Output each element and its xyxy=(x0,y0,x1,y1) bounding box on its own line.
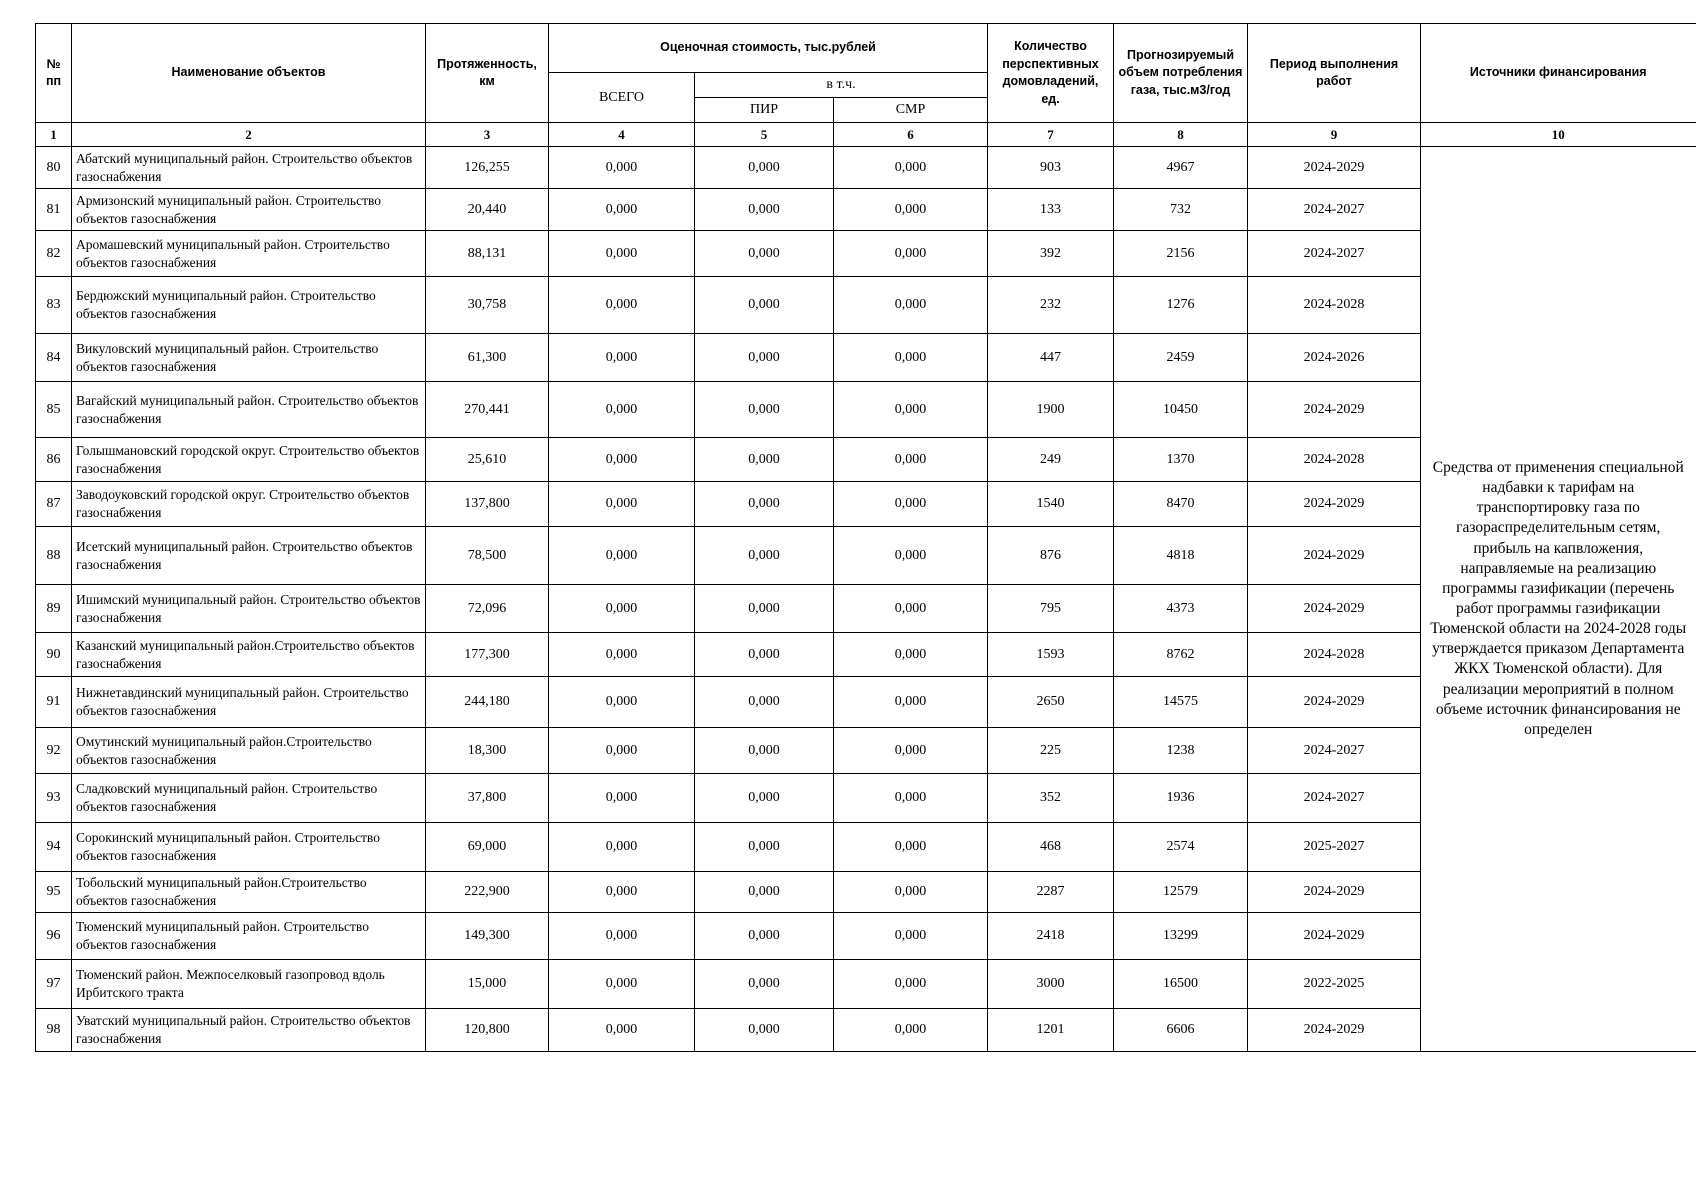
cost-smr: 0,000 xyxy=(834,677,988,728)
households-count: 468 xyxy=(988,823,1114,872)
cost-pir: 0,000 xyxy=(695,960,834,1009)
gas-volume: 4818 xyxy=(1114,527,1248,585)
cost-pir: 0,000 xyxy=(695,482,834,527)
length-km: 126,255 xyxy=(426,147,549,189)
length-km: 177,300 xyxy=(426,633,549,677)
header-name: Наименование объектов xyxy=(72,24,426,123)
length-km: 61,300 xyxy=(426,334,549,382)
cost-pir: 0,000 xyxy=(695,277,834,334)
cost-total: 0,000 xyxy=(549,438,695,482)
cost-total: 0,000 xyxy=(549,728,695,774)
work-period: 2024-2027 xyxy=(1248,728,1421,774)
row-number: 82 xyxy=(36,231,72,277)
cost-smr: 0,000 xyxy=(834,438,988,482)
length-km: 222,900 xyxy=(426,872,549,913)
object-name: Армизонский муниципальный район. Строительство объектов газоснабжения xyxy=(72,189,426,231)
work-period: 2024-2029 xyxy=(1248,585,1421,633)
row-number: 97 xyxy=(36,960,72,1009)
cost-total: 0,000 xyxy=(549,382,695,438)
length-km: 30,758 xyxy=(426,277,549,334)
gas-volume: 1936 xyxy=(1114,774,1248,823)
work-period: 2024-2027 xyxy=(1248,774,1421,823)
gas-volume: 2459 xyxy=(1114,334,1248,382)
header-num: № пп xyxy=(36,24,72,123)
object-name: Сладковский муниципальный район. Строительство объектов газоснабжения xyxy=(72,774,426,823)
cost-total: 0,000 xyxy=(549,231,695,277)
cost-total: 0,000 xyxy=(549,277,695,334)
column-number: 10 xyxy=(1421,123,1696,147)
gas-volume: 13299 xyxy=(1114,913,1248,960)
header-households: Количество перспективных домовладений, ед. xyxy=(988,24,1114,123)
header-period: Период выполнения работ xyxy=(1248,24,1421,123)
households-count: 2287 xyxy=(988,872,1114,913)
length-km: 72,096 xyxy=(426,585,549,633)
cost-pir: 0,000 xyxy=(695,1009,834,1052)
cost-smr: 0,000 xyxy=(834,633,988,677)
row-number: 91 xyxy=(36,677,72,728)
cost-pir: 0,000 xyxy=(695,527,834,585)
row-number: 88 xyxy=(36,527,72,585)
length-km: 137,800 xyxy=(426,482,549,527)
cost-smr: 0,000 xyxy=(834,334,988,382)
object-name: Сорокинский муниципальный район. Строительство объектов газоснабжения xyxy=(72,823,426,872)
cost-total: 0,000 xyxy=(549,872,695,913)
length-km: 149,300 xyxy=(426,913,549,960)
households-count: 1593 xyxy=(988,633,1114,677)
length-km: 18,300 xyxy=(426,728,549,774)
work-period: 2024-2027 xyxy=(1248,231,1421,277)
column-number: 6 xyxy=(834,123,988,147)
households-count: 249 xyxy=(988,438,1114,482)
length-km: 270,441 xyxy=(426,382,549,438)
work-period: 2024-2028 xyxy=(1248,277,1421,334)
cost-total: 0,000 xyxy=(549,960,695,1009)
object-name: Голышмановский городской округ. Строительство объектов газоснабжения xyxy=(72,438,426,482)
object-name: Тюменский район. Межпоселковый газопровод вдоль Ирбитского тракта xyxy=(72,960,426,1009)
households-count: 447 xyxy=(988,334,1114,382)
gas-volume: 732 xyxy=(1114,189,1248,231)
gasification-table xyxy=(35,23,1696,1052)
gas-volume: 12579 xyxy=(1114,872,1248,913)
cost-smr: 0,000 xyxy=(834,872,988,913)
row-number: 80 xyxy=(36,147,72,189)
row-number: 94 xyxy=(36,823,72,872)
cost-pir: 0,000 xyxy=(695,913,834,960)
cost-total: 0,000 xyxy=(549,913,695,960)
work-period: 2024-2027 xyxy=(1248,189,1421,231)
households-count: 232 xyxy=(988,277,1114,334)
households-count: 903 xyxy=(988,147,1114,189)
cost-total: 0,000 xyxy=(549,334,695,382)
gas-volume: 6606 xyxy=(1114,1009,1248,1052)
object-name: Нижнетавдинский муниципальный район. Строительство объектов газоснабжения xyxy=(72,677,426,728)
cost-total: 0,000 xyxy=(549,633,695,677)
financing-source-note: Средства от применения специальной надбавки к тарифам на транспортировку газа по газораспределительным сетям, прибыль на капвложения, направляемые на реализацию программы газификации (перечень работ программы газификации Тюменской области на 2024-2028 годы утверждается приказом Департамента ЖКХ Тюменской области). Для реализации мероприятий в полном объеме источник финансирования не определен xyxy=(1421,147,1696,1052)
gas-volume: 10450 xyxy=(1114,382,1248,438)
cost-total: 0,000 xyxy=(549,677,695,728)
cost-pir: 0,000 xyxy=(695,728,834,774)
header-gas: Прогнозируемый объем потребления газа, тыс.м3/год xyxy=(1114,24,1248,123)
cost-pir: 0,000 xyxy=(695,382,834,438)
object-name: Заводоуковский городской округ. Строительство объектов газоснабжения xyxy=(72,482,426,527)
households-count: 1540 xyxy=(988,482,1114,527)
cost-smr: 0,000 xyxy=(834,1009,988,1052)
row-number: 86 xyxy=(36,438,72,482)
gas-volume: 4967 xyxy=(1114,147,1248,189)
households-count: 133 xyxy=(988,189,1114,231)
households-count: 1900 xyxy=(988,382,1114,438)
object-name: Ишимский муниципальный район. Строительство объектов газоснабжения xyxy=(72,585,426,633)
households-count: 392 xyxy=(988,231,1114,277)
header-cost: Оценочная стоимость, тыс.рублей xyxy=(549,24,988,73)
gas-volume: 14575 xyxy=(1114,677,1248,728)
row-number: 92 xyxy=(36,728,72,774)
object-name: Аромашевский муниципальный район. Строительство объектов газоснабжения xyxy=(72,231,426,277)
work-period: 2024-2029 xyxy=(1248,913,1421,960)
column-number: 3 xyxy=(426,123,549,147)
column-number: 7 xyxy=(988,123,1114,147)
cost-smr: 0,000 xyxy=(834,527,988,585)
header-incl: в т.ч. xyxy=(695,73,988,98)
header-smr: СМР xyxy=(834,98,988,123)
length-km: 78,500 xyxy=(426,527,549,585)
column-number: 8 xyxy=(1114,123,1248,147)
length-km: 244,180 xyxy=(426,677,549,728)
cost-smr: 0,000 xyxy=(834,728,988,774)
row-number: 98 xyxy=(36,1009,72,1052)
column-numbers-row xyxy=(36,123,1696,147)
work-period: 2025-2027 xyxy=(1248,823,1421,872)
work-period: 2024-2029 xyxy=(1248,482,1421,527)
cost-smr: 0,000 xyxy=(834,231,988,277)
row-number: 96 xyxy=(36,913,72,960)
cost-pir: 0,000 xyxy=(695,633,834,677)
row-number: 90 xyxy=(36,633,72,677)
cost-total: 0,000 xyxy=(549,527,695,585)
gas-volume: 1276 xyxy=(1114,277,1248,334)
gas-volume: 16500 xyxy=(1114,960,1248,1009)
households-count: 795 xyxy=(988,585,1114,633)
work-period: 2024-2029 xyxy=(1248,677,1421,728)
object-name: Викуловский муниципальный район. Строительство объектов газоснабжения xyxy=(72,334,426,382)
length-km: 37,800 xyxy=(426,774,549,823)
work-period: 2024-2029 xyxy=(1248,147,1421,189)
work-period: 2024-2028 xyxy=(1248,633,1421,677)
households-count: 352 xyxy=(988,774,1114,823)
length-km: 15,000 xyxy=(426,960,549,1009)
cost-pir: 0,000 xyxy=(695,189,834,231)
column-number: 1 xyxy=(36,123,72,147)
cost-pir: 0,000 xyxy=(695,438,834,482)
work-period: 2024-2029 xyxy=(1248,527,1421,585)
work-period: 2024-2029 xyxy=(1248,1009,1421,1052)
gas-volume: 2574 xyxy=(1114,823,1248,872)
cost-total: 0,000 xyxy=(549,1009,695,1052)
header-total: ВСЕГО xyxy=(549,73,695,123)
gas-volume: 4373 xyxy=(1114,585,1248,633)
work-period: 2024-2028 xyxy=(1248,438,1421,482)
object-name: Вагайский муниципальный район. Строительство объектов газоснабжения xyxy=(72,382,426,438)
gas-volume: 1370 xyxy=(1114,438,1248,482)
header-length: Протяженность, км xyxy=(426,24,549,123)
cost-smr: 0,000 xyxy=(834,585,988,633)
cost-smr: 0,000 xyxy=(834,960,988,1009)
length-km: 25,610 xyxy=(426,438,549,482)
work-period: 2024-2029 xyxy=(1248,382,1421,438)
column-number: 4 xyxy=(549,123,695,147)
row-number: 81 xyxy=(36,189,72,231)
cost-total: 0,000 xyxy=(549,585,695,633)
object-name: Тюменский муниципальный район. Строительство объектов газоснабжения xyxy=(72,913,426,960)
header-pir: ПИР xyxy=(695,98,834,123)
cost-smr: 0,000 xyxy=(834,823,988,872)
gas-volume: 2156 xyxy=(1114,231,1248,277)
work-period: 2022-2025 xyxy=(1248,960,1421,1009)
cost-pir: 0,000 xyxy=(695,585,834,633)
row-number: 83 xyxy=(36,277,72,334)
object-name: Исетский муниципальный район. Строительство объектов газоснабжения xyxy=(72,527,426,585)
row-number: 95 xyxy=(36,872,72,913)
object-name: Абатский муниципальный район. Строительство объектов газоснабжения xyxy=(72,147,426,189)
cost-total: 0,000 xyxy=(549,189,695,231)
cost-total: 0,000 xyxy=(549,147,695,189)
cost-smr: 0,000 xyxy=(834,774,988,823)
cost-pir: 0,000 xyxy=(695,147,834,189)
cost-total: 0,000 xyxy=(549,823,695,872)
length-km: 20,440 xyxy=(426,189,549,231)
cost-pir: 0,000 xyxy=(695,872,834,913)
length-km: 120,800 xyxy=(426,1009,549,1052)
cost-smr: 0,000 xyxy=(834,913,988,960)
object-name: Уватский муниципальный район. Строительство объектов газоснабжения xyxy=(72,1009,426,1052)
households-count: 1201 xyxy=(988,1009,1114,1052)
row-number: 84 xyxy=(36,334,72,382)
length-km: 88,131 xyxy=(426,231,549,277)
cost-pir: 0,000 xyxy=(695,774,834,823)
cost-pir: 0,000 xyxy=(695,823,834,872)
column-number: 2 xyxy=(72,123,426,147)
column-number: 9 xyxy=(1248,123,1421,147)
row-number: 89 xyxy=(36,585,72,633)
cost-smr: 0,000 xyxy=(834,382,988,438)
cost-pir: 0,000 xyxy=(695,334,834,382)
gas-volume: 8762 xyxy=(1114,633,1248,677)
cost-smr: 0,000 xyxy=(834,147,988,189)
households-count: 876 xyxy=(988,527,1114,585)
cost-total: 0,000 xyxy=(549,774,695,823)
row-number: 93 xyxy=(36,774,72,823)
work-period: 2024-2029 xyxy=(1248,872,1421,913)
households-count: 3000 xyxy=(988,960,1114,1009)
cost-smr: 0,000 xyxy=(834,277,988,334)
table-row xyxy=(36,147,1696,189)
cost-pir: 0,000 xyxy=(695,231,834,277)
length-km: 69,000 xyxy=(426,823,549,872)
object-name: Бердюжский муниципальный район. Строительство объектов газоснабжения xyxy=(72,277,426,334)
cost-total: 0,000 xyxy=(549,482,695,527)
cost-smr: 0,000 xyxy=(834,482,988,527)
gas-volume: 8470 xyxy=(1114,482,1248,527)
gas-volume: 1238 xyxy=(1114,728,1248,774)
work-period: 2024-2026 xyxy=(1248,334,1421,382)
households-count: 2418 xyxy=(988,913,1114,960)
row-number: 85 xyxy=(36,382,72,438)
object-name: Казанский муниципальный район.Строительство объектов газоснабжения xyxy=(72,633,426,677)
object-name: Омутинский муниципальный район.Строительство объектов газоснабжения xyxy=(72,728,426,774)
row-number: 87 xyxy=(36,482,72,527)
cost-pir: 0,000 xyxy=(695,677,834,728)
cost-smr: 0,000 xyxy=(834,189,988,231)
households-count: 225 xyxy=(988,728,1114,774)
object-name: Тобольский муниципальный район.Строительство объектов газоснабжения xyxy=(72,872,426,913)
column-number: 5 xyxy=(695,123,834,147)
households-count: 2650 xyxy=(988,677,1114,728)
header-sources: Источники финансирования xyxy=(1421,24,1696,123)
